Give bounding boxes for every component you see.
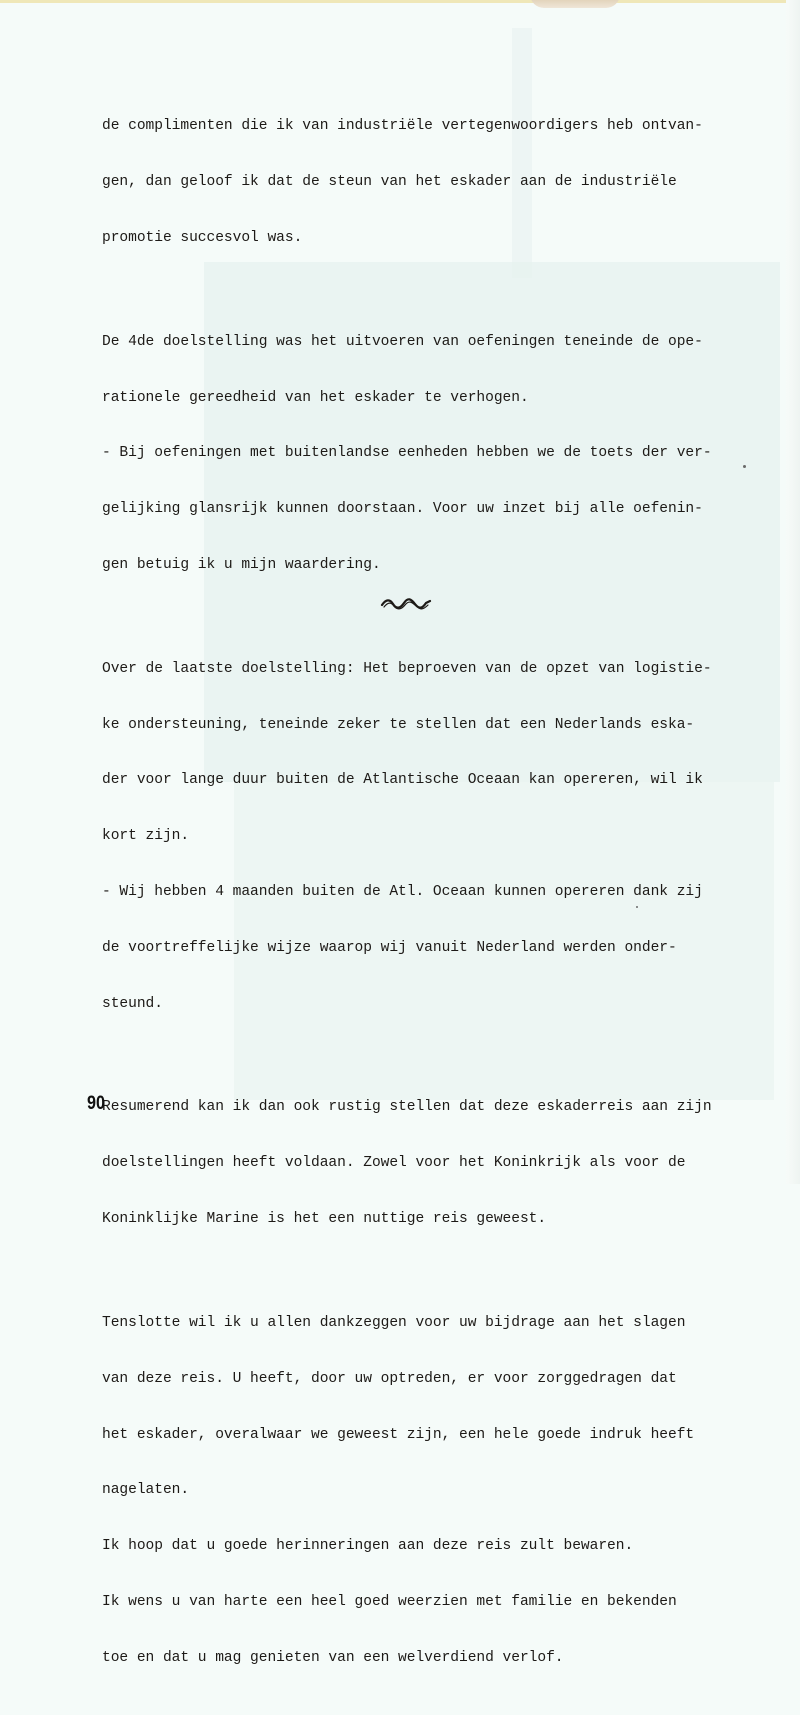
text-line: - Bij oefeningen met buitenlandse eenheden hebben we de toets der ver- xyxy=(102,445,712,462)
text-line: De 4de doelstelling was het uitvoeren van oefeningen teneinde de ope- xyxy=(102,333,703,350)
text-line: promotie succesvol was. xyxy=(102,229,303,246)
paragraph-industrial-promotion xyxy=(102,80,742,285)
text-line: Koninklijke Marine is het een nuttige reis geweest. xyxy=(102,1211,547,1228)
text-line: - Wij hebben 4 maanden buiten de Atl. Oceaan kunnen opereren dank zij xyxy=(102,883,703,900)
text-line: steund. xyxy=(102,995,163,1012)
paragraph-last-objective xyxy=(102,623,742,1051)
text-line: Ik hoop dat u goede herinneringen aan deze reis zult bewaren. xyxy=(102,1538,634,1555)
text-line: Over de laatste doelstelling: Het beproeven van de opzet van logistie- xyxy=(102,660,712,677)
binding-shadow xyxy=(530,0,620,8)
paragraph-closing xyxy=(102,1277,742,1705)
text-line: Ik wens u van harte een heel goed weerzien met familie en bekenden xyxy=(102,1593,677,1610)
text-line: doelstellingen heeft voldaan. Zowel voor het Koninkrijk als voor de xyxy=(102,1155,686,1172)
text-line: Resumerend kan ik dan ook rustig stellen dat deze eskaderreis aan zijn xyxy=(102,1099,712,1116)
text-line: ke ondersteuning, teneinde zeker te stellen dat een Nederlands eska- xyxy=(102,716,695,733)
text-line: het eskader, overalwaar we geweest zijn, een hele goede indruk heeft xyxy=(102,1426,695,1443)
scan-speck xyxy=(743,465,746,468)
page-right-edge xyxy=(786,0,800,1184)
text-line: Tenslotte wil ik u allen dankzeggen voor uw bijdrage aan het slagen xyxy=(102,1315,686,1331)
text-line: gen betuig ik u mijn waardering. xyxy=(102,556,381,573)
text-line: gelijking glansrijk kunnen doorstaan. Voor uw inzet bij alle oefenin- xyxy=(102,501,703,518)
text-line: rationele gereedheid van het eskader te verhogen. xyxy=(102,389,529,406)
text-line: kort zijn. xyxy=(102,828,190,845)
text-line: nagelaten. xyxy=(102,1482,190,1499)
wave-ornament-icon xyxy=(380,598,432,610)
text-line: der voor lange duur buiten de Atlantische Oceaan kan opereren, wil ik xyxy=(102,772,703,789)
text-line: de voortreffelijke wijze waarop wij vanuit Nederland werden onder- xyxy=(102,939,677,956)
text-line: gen, dan geloof ik dat de steun van het eskader aan de industriële xyxy=(102,173,677,190)
page-number: 90 xyxy=(87,1093,105,1114)
text-line: toe en dat u mag genieten van een welverdiend verlof. xyxy=(102,1649,564,1666)
text-line: van deze reis. U heeft, door uw optreden, er voor zorggedragen dat xyxy=(102,1370,677,1387)
paragraph-summary xyxy=(102,1061,742,1266)
paragraph-fourth-objective xyxy=(102,296,742,612)
scan-speck xyxy=(636,906,638,908)
page-top-edge xyxy=(0,0,800,3)
document-body xyxy=(102,80,742,1715)
text-line: de complimenten die ik van industriële vertegenwoordigers heb ontvan- xyxy=(102,118,703,135)
